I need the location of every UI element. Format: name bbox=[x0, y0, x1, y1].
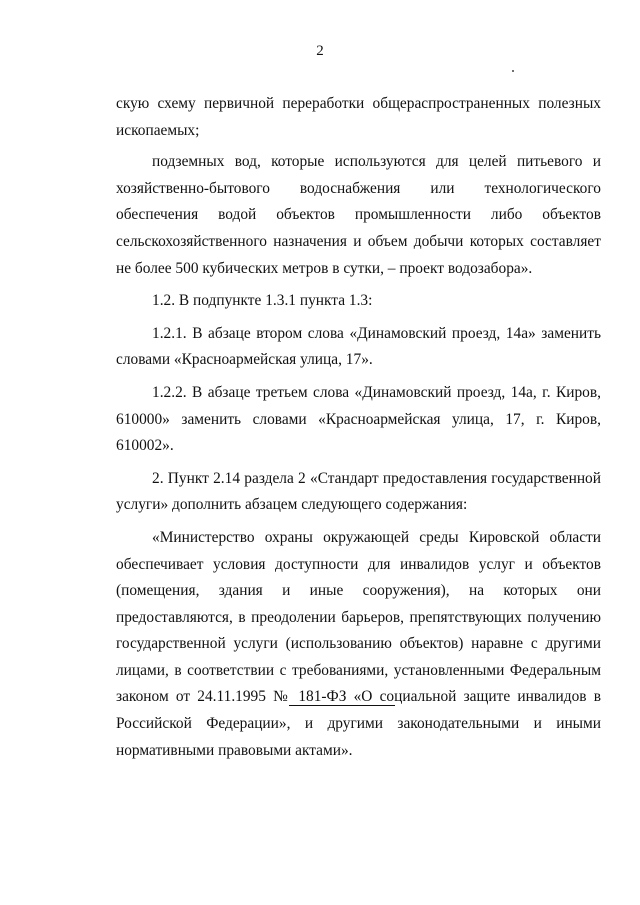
paragraph-1-2: 1.2. В подпункте 1.3.1 пункта 1.3: bbox=[152, 292, 373, 310]
scan-speck bbox=[512, 70, 514, 72]
closing-separator-line bbox=[289, 705, 395, 706]
paragraph-1-2-2: 1.2.2. В абзаце третьем слова «Динамовский проезд, 14а, г. Киров, 610000» заменить словами «Красноармейская улица, 17, г. Киров, 610002». bbox=[116, 383, 601, 455]
paragraph-continuation: скую схему первичной переработки общераспространенных полезных ископаемых; bbox=[116, 95, 601, 139]
paragraph-2: 2. Пункт 2.14 раздела 2 «Стандарт предоставления государственной услуги» дополнить абзацем следующего содержания: bbox=[116, 469, 601, 514]
paragraph-groundwater: подземных вод, которые используются для целей питьевого и хозяйственно-бытового водоснабжения или технологического обеспечения водой объектов промышленности либо объектов сельскохозяйственного назначения и объем добычи которых составляет не более 500 кубических метров в сутки, – проект водозабора». bbox=[116, 153, 601, 277]
page-number: 2 bbox=[316, 43, 324, 59]
paragraph-1-2-1: 1.2.1. В абзаце втором слова «Динамовский проезд, 14а» заменить словами «Красноармейская улица, 17». bbox=[116, 324, 601, 369]
paragraph-quote: «Министерство охраны окружающей среды Кировской области обеспечивает условия доступности для инвалидов услуг и объектов (помещения, здания и иные сооружения), на которых они предоставляются, в преодолении барьеров, препятствующих получению государственной услуги (использованию объектов) наравне с другими лицами, в соответствии с требованиями, установленными Федеральным законом от 24.11.1995 № 181-ФЗ «О социальной защите инвалидов в Российской Федерации», и другими законодательными и иными нормативными правовыми актами». bbox=[116, 528, 601, 759]
document-body bbox=[116, 91, 601, 764]
